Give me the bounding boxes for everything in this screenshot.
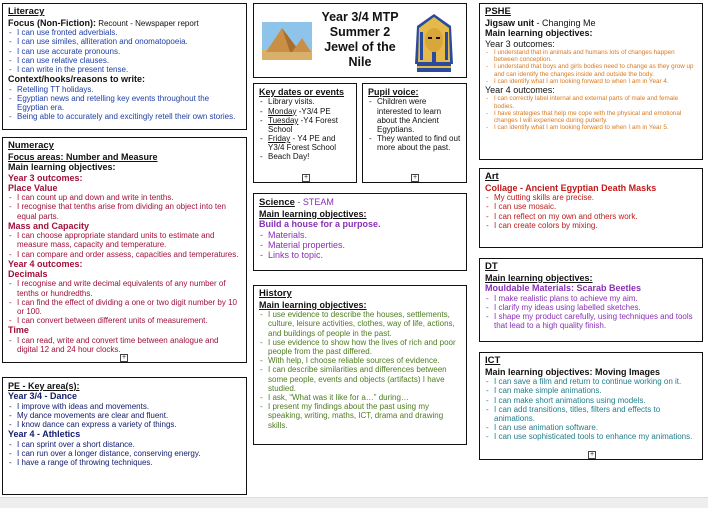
list-item: - Retelling TT holidays.	[8, 85, 241, 94]
title-line-1: Year 3/4 MTP	[321, 10, 399, 24]
list-item: - I can reflect on my own and others work.	[485, 212, 697, 221]
pshe-y3-heading: Year 3 outcomes:	[485, 38, 555, 49]
list-item: - I can save a film and return to continue working on it.	[485, 377, 697, 386]
pshe-y4-heading: Year 4 outcomes:	[485, 85, 555, 96]
art-subheading: Collage - Ancient Egyptian Death Masks	[485, 182, 657, 193]
expand-handle-icon[interactable]: +	[589, 451, 595, 458]
list-item: - Egyptian news and retelling key events throughout the Egyptian era.	[8, 94, 241, 112]
pupil-voice-list	[368, 97, 461, 152]
list-item: - I know dance can express a variety of things.	[8, 420, 241, 429]
numeracy-mass: Mass and Capacity	[8, 220, 90, 231]
list-item: - I ask, “What was it like for a…” during…	[259, 393, 461, 402]
list-item: - I make realistic plans to achieve my aim.	[485, 294, 697, 303]
list-item: - I recognise and write decimal equivalents of any number of tenths or hundredths.	[8, 279, 241, 297]
dt-objectives: Main learning objectives:	[485, 272, 593, 283]
numeracy-time: Time	[8, 325, 29, 336]
literacy-focus-label: Focus (Non-Fiction):	[8, 17, 96, 28]
pe-panel	[2, 377, 247, 495]
literacy-heading: Literacy	[8, 6, 45, 17]
literacy-context-heading: Context/hooks/reasons to write:	[8, 74, 146, 85]
numeracy-decimals: Decimals	[8, 269, 48, 280]
list-item: - I shape my product carefully, using techniques and tools that lead to a high quality finish.	[485, 312, 697, 330]
numeracy-place-value: Place Value	[8, 182, 58, 193]
list-item: - My dance movements are clear and fluent.	[8, 411, 241, 420]
ict-panel	[479, 352, 703, 460]
pshe-objectives: Main learning objectives:	[485, 28, 593, 39]
science-build: Build a house for a purpose.	[259, 219, 381, 230]
list-item: - I can make short animations using models.	[485, 396, 697, 405]
pshe-heading: PSHE	[485, 6, 511, 17]
science-list	[259, 230, 461, 261]
title-line-2: Summer 2	[329, 25, 391, 39]
numeracy-y3-heading: Year 3 outcomes:	[8, 172, 83, 183]
list-item: - Materials.	[259, 230, 461, 240]
list-item: - I have strategies that help me cope with the physical and emotional changes I will experience during puberty.	[485, 110, 697, 124]
list-item: - Material properties.	[259, 240, 461, 250]
list-item: - I improve with ideas and movements.	[8, 402, 241, 411]
literacy-focus-text: Recount - Newspaper report	[95, 18, 199, 28]
list-item: - Children were interested to learn about the Ancient Egyptians.	[368, 97, 461, 134]
numeracy-time-list	[8, 336, 241, 354]
list-item: - I can use animation software.	[485, 423, 697, 432]
list-item: - I can use relative clauses.	[8, 56, 241, 65]
literacy-focus	[8, 18, 241, 28]
list-item: - Library visits.	[259, 97, 351, 106]
list-item: - I can read, write and convert time between analogue and digital 12 and 24 hour clocks.	[8, 336, 241, 354]
art-list	[485, 193, 697, 230]
list-item: - With help, I choose reliable sources of evidence.	[259, 356, 461, 365]
list-item: - I have a range of throwing techniques.	[8, 458, 241, 467]
title-line-4: Nile	[348, 55, 372, 69]
list-item: - I can compare and order assess, capacities and temperatures.	[8, 250, 241, 259]
list-item: - I understand that boys and girls bodies need to change as they grow up and can identify the changes inside and outside the body.	[485, 63, 697, 77]
science-steam: - STEAM	[294, 197, 334, 207]
pshe-y4-list	[485, 95, 697, 131]
key-dates-heading: Key dates or events	[259, 87, 345, 97]
pshe-unit-text: - Changing Me	[534, 17, 596, 28]
dt-list	[485, 294, 697, 331]
pupil-voice-heading: Pupil voice:	[368, 87, 419, 97]
literacy-panel	[2, 3, 247, 130]
science-panel	[253, 193, 467, 271]
list-item: - I can count up and down and write in tenths.	[8, 193, 241, 202]
list-item: - They wanted to find out more about the past.	[368, 134, 461, 152]
list-item: - I can run over a longer distance, conserving energy.	[8, 449, 241, 458]
list-item: - Being able to accurately and excitingly retell their own stories.	[8, 112, 241, 121]
list-item: - My cutting skills are precise.	[485, 193, 697, 202]
expand-handle-icon[interactable]: +	[303, 174, 309, 181]
list-item: - I can correctly label internal and external parts of male and female bodies.	[485, 95, 697, 109]
key-dates-panel	[253, 83, 357, 183]
pe-heading: PE - Key area(s):	[8, 381, 80, 391]
title-line-3: Jewel of the	[324, 40, 396, 54]
pe-athletics-list	[8, 440, 241, 468]
pe-dance-list	[8, 402, 241, 430]
list-item: - I can choose appropriate standard units to estimate and measure mass, capacity and temperature.	[8, 231, 241, 249]
list-item: - I can add transitions, titles, filters and effects to animations.	[485, 405, 697, 423]
pshe-unit	[485, 18, 697, 28]
list-item: - I can identify what I am looking forward to when I am in Year 4.	[485, 78, 697, 85]
pshe-y3-list	[485, 49, 697, 85]
list-item: - I present my findings about the past using my speaking, writing, maths, ICT, drama and drawing skills.	[259, 402, 461, 430]
pe-dance-heading: Year 3/4 - Dance	[8, 391, 78, 402]
pyramid-image	[262, 22, 312, 60]
science-objectives: Main learning objectives:	[259, 208, 367, 219]
numeracy-objectives: Main learning objectives:	[8, 162, 116, 173]
pe-athletics-heading: Year 4 - Athletics	[8, 429, 81, 440]
ict-subheading: Main learning objectives: Moving Images	[485, 366, 661, 377]
list-item: - Beach Day!	[259, 152, 351, 161]
numeracy-pv-list	[8, 193, 241, 221]
list-item: - I can make simple animations.	[485, 386, 697, 395]
numeracy-panel	[2, 137, 247, 363]
key-dates-list	[259, 97, 351, 161]
numeracy-focus: Focus areas: Number and Measure	[8, 151, 158, 162]
dt-heading: DT	[485, 261, 498, 272]
numeracy-heading: Numeracy	[8, 140, 54, 151]
numeracy-dec-list	[8, 279, 241, 325]
list-item: - I use evidence to describe the houses, settlements, culture, leisure activities, clothes, way of life, actions, and buildings of people in the past.	[259, 310, 461, 338]
list-item: - Friday - Y4 PE and Y3/4 Forest School	[259, 134, 351, 152]
list-item: - I recognise that tenths arise from dividing an object into ten equal parts.	[8, 202, 241, 220]
list-item: - I can create colors by mixing.	[485, 221, 697, 230]
list-item: - I can use mosaic.	[485, 202, 697, 211]
art-panel	[479, 168, 703, 248]
list-item: - Links to topic.	[259, 250, 461, 260]
list-item: - I can describe similarities and differences between some people, events and objects (artifacts) I have studied.	[259, 365, 461, 393]
tutankhamun-mask-image	[413, 12, 455, 74]
literacy-context-list	[8, 85, 241, 122]
ict-list	[485, 377, 697, 441]
history-objectives: Main learning objectives:	[259, 299, 367, 310]
list-item: - I can find the effect of dividing a one or two digit number by 10 or 100.	[8, 298, 241, 316]
list-item: - I can sprint over a short distance.	[8, 440, 241, 449]
pshe-panel	[479, 3, 703, 160]
art-heading: Art	[485, 171, 499, 182]
expand-handle-icon[interactable]: +	[412, 174, 418, 181]
numeracy-y4-heading: Year 4 outcomes:	[8, 258, 83, 269]
list-item: - I can use fronted adverbials.	[8, 28, 241, 37]
list-item: - I can use accurate pronouns.	[8, 47, 241, 56]
ict-heading: ICT	[485, 355, 501, 366]
list-item: - I can write in the present tense.	[8, 65, 241, 74]
numeracy-mass-list	[8, 231, 241, 259]
title-panel	[253, 3, 467, 78]
dt-panel	[479, 258, 703, 342]
list-item: - I can use sophisticated tools to enhance my animations.	[485, 432, 697, 441]
list-item: - I can identify what I am looking forward to when I am in Year 5.	[485, 124, 697, 131]
pupil-voice-panel	[362, 83, 467, 183]
bottom-bar	[0, 497, 708, 508]
science-heading: Science	[259, 197, 295, 208]
literacy-list	[8, 28, 241, 74]
list-item: - I use evidence to show how the lives of rich and poor people from the past differed.	[259, 338, 461, 356]
list-item: - I can convert between different units of measurement.	[8, 316, 241, 325]
list-item: - I can use similes, alliteration and onomatopoeia.	[8, 37, 241, 46]
history-list	[259, 310, 461, 429]
dt-subheading: Mouldable Materials: Scarab Beetles	[485, 283, 642, 294]
expand-handle-icon[interactable]: +	[121, 354, 127, 361]
list-item: - Monday -Y3/4 PE	[259, 107, 351, 116]
list-item: - I understand that in animals and humans lots of changes happen between conception.	[485, 49, 697, 63]
list-item: - Tuesday -Y4 Forest School	[259, 116, 351, 134]
science-title	[259, 197, 461, 209]
history-panel	[253, 285, 467, 445]
history-heading: History	[259, 288, 292, 299]
pshe-unit-label: Jigsaw unit	[485, 17, 535, 28]
list-item: - I clarify my ideas using labelled sketches.	[485, 303, 697, 312]
